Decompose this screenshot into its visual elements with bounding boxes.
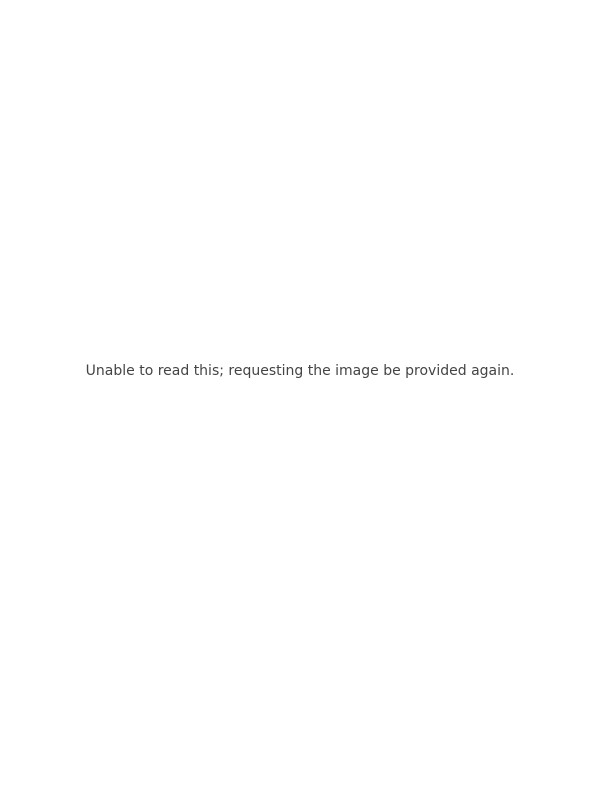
notice-text: Unable to read this; requesting the image be provided again. [85,363,515,379]
